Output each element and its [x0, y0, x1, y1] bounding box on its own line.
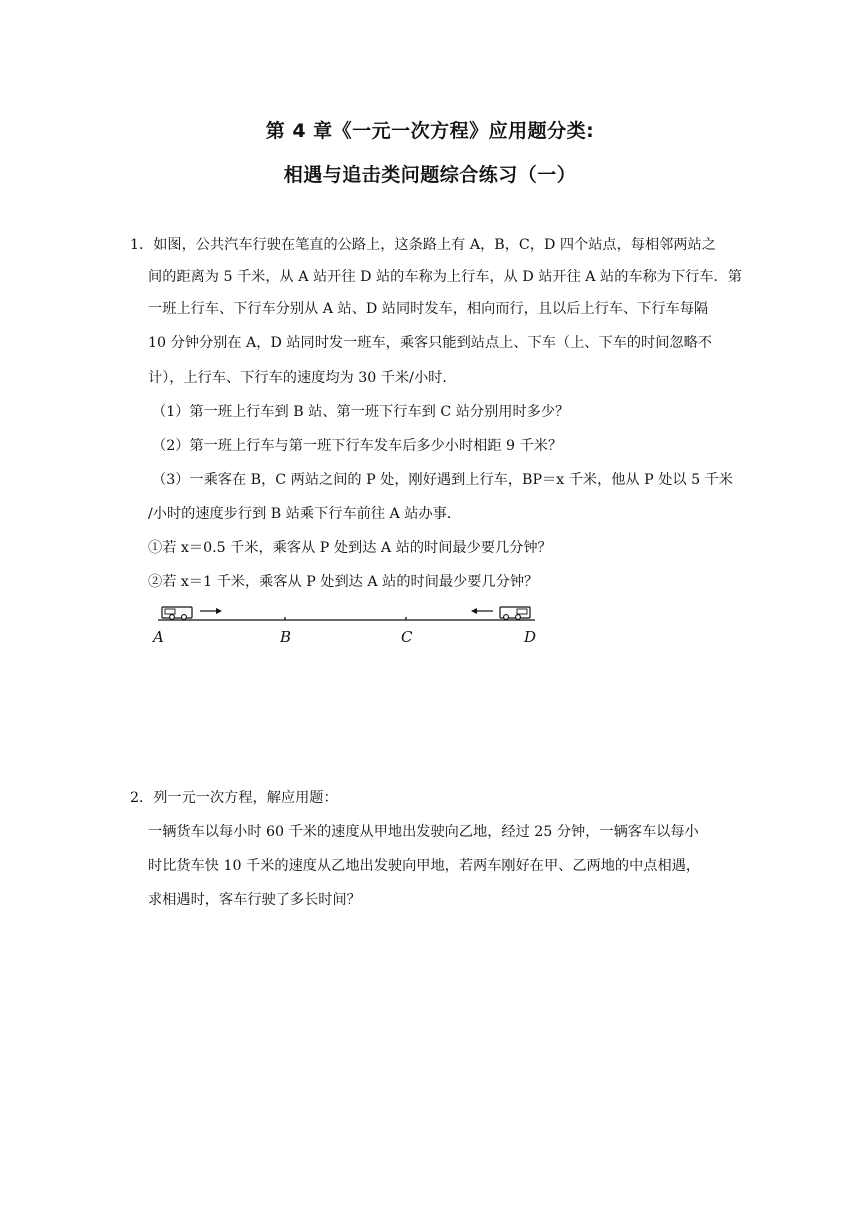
station-label-b: B	[280, 628, 292, 646]
problem1-line: 计），上行车、下行车的速度均为 30 千米/小时．	[148, 370, 457, 386]
problem1-question-1: （1）第一班上行车到 B 站、第一班下行车到 C 站分别用时多少？	[152, 404, 570, 420]
problem1-question-3-cont: /小时的速度步行到 B 站乘下行车前往 A 站办事．	[148, 506, 462, 522]
problem1-question-3a: ①若 x＝0.5 千米，乘客从 P 处到达 A 站的时间最少要几分钟？	[148, 540, 552, 556]
problem2-heading: 2．列一元一次方程，解应用题：	[130, 790, 338, 806]
page-title: 第 4 章《一元一次方程》应用题分类:	[265, 120, 595, 142]
station-label-c: C	[401, 628, 413, 646]
station-label-d: D	[524, 628, 537, 646]
station-label-a: A	[153, 628, 164, 646]
problem1-question-2: （2）第一班上行车与第一班下行车发车后多少小时相距 9 千米？	[152, 438, 563, 454]
problem1-line: 间的距离为 5 千米，从 A 站开往 D 站的车称为上行车，从 D 站开往 A 站的车称为下行车．第	[148, 269, 742, 285]
road-diagram	[150, 600, 540, 648]
down-bus-icon	[500, 607, 530, 619]
problem2-line: 时比货车快 10 千米的速度从乙地出发驶向甲地，若两车刚好在甲、乙两地的中点相遇，	[148, 858, 701, 874]
problem1-line: 一班上行车、下行车分别从 A 站、D 站同时发车，相向而行，且以后上行车、下行车每隔	[148, 301, 709, 317]
problem1-line: 1．如图，公共汽车行驶在笔直的公路上，这条路上有 A，B，C，D 四个站点，每相邻两站之	[130, 237, 716, 253]
page-subtitle: 相遇与追击类问题综合练习（一）	[283, 164, 577, 186]
problem2-line: 求相遇时，客车行驶了多长时间？	[148, 892, 361, 908]
right-arrow-icon	[200, 608, 222, 614]
up-bus-icon	[162, 607, 192, 619]
problem1-question-3b: ②若 x＝1 千米，乘客从 P 处到达 A 站的时间最少要几分钟？	[148, 574, 539, 590]
problem1-line: 10 分钟分别在 A，D 站同时发一班车，乘客只能到站点上、下车（上、下车的时间忽略不	[148, 335, 712, 351]
problem2-line: 一辆货车以每小时 60 千米的速度从甲地出发驶向乙地，经过 25 分钟，一辆客车以每小	[148, 824, 699, 840]
left-arrow-icon	[471, 608, 493, 614]
problem1-question-3: （3）一乘客在 B，C 两站之间的 P 处，刚好遇到上行车，BP＝x 千米，他从 P 处以 5 千米	[152, 472, 733, 488]
